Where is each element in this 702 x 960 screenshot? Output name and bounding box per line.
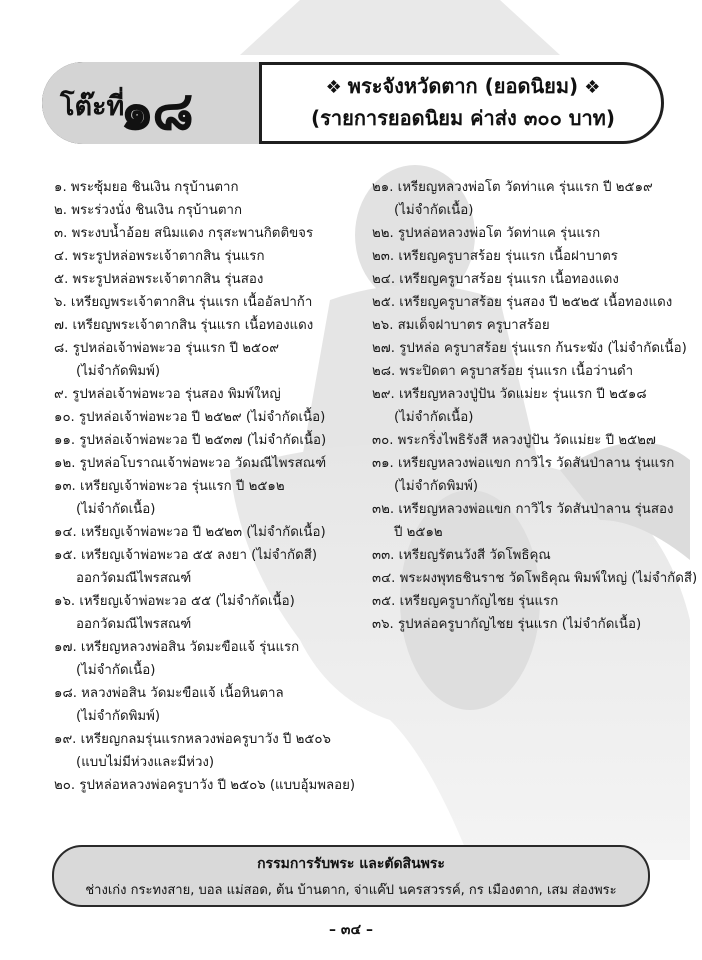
category-title-text: พระจังหวัดตาก (ยอดนิยม) (347, 74, 579, 98)
table-label: โต๊ะที่ (60, 91, 125, 122)
list-item: ๒๘. พระปิดตา ครูบาสร้อย รุ่นแรก เนื้อว่านดำ (372, 364, 634, 379)
list-item: ๒๗. รูปหล่อ ครูบาสร้อย รุ่นแรก ก้นระฆัง (ไม่จำกัดเนื้อ) (372, 341, 687, 356)
list-item: ๓๐. พระกริ่งไพธิรังสี หลวงปู่ปัน วัดแม่ยะ ปี ๒๕๒๗ (372, 433, 656, 448)
list-item: ๑๒. รูปหล่อโบราณเจ้าพ่อพะวอ วัดมณีไพรสณฑ์ (54, 456, 327, 471)
amulet-list-left (54, 176, 384, 797)
list-item: ๓๔. พระผงพุทธชินราช วัดโพธิคุณ พิมพ์ใหญ่ (ไม่จำกัดสี) (372, 571, 698, 586)
list-item: ๒๕. เหรียญครูบาสร้อย รุ่นสอง ปี ๒๕๒๕ เนื้อทองแดง (372, 295, 673, 310)
list-item: ๕. พระรูปหล่อพระเจ้าตากสิน รุ่นสอง (54, 272, 264, 287)
list-item: ๔. พระรูปหล่อพระเจ้าตากสิน รุ่นแรก (54, 249, 265, 264)
table-number: ๑๘ (120, 78, 192, 142)
committee-box (52, 845, 650, 907)
list-item: ๒๙. เหรียญหลวงปู่ปัน วัดแม่ยะ รุ่นแรก ปี ๒๕๑๘ (ไม่จำกัดเนื้อ) (372, 387, 647, 425)
list-item: ๓๖. รูปหล่อครูบากัญไชย รุ่นแรก (ไม่จำกัดเนื้อ) (372, 617, 642, 632)
list-item: ๘. รูปหล่อเจ้าพ่อพะวอ รุ่นแรก ปี ๒๕๐๙ (ไม่จำกัดพิมพ์) (54, 341, 279, 379)
amulet-list-right (372, 176, 698, 636)
list-item: ๑. พระซุ้มยอ ชินเงิน กรุบ้านตาก (54, 180, 239, 195)
list-item: ๒๖. สมเด็จฝาบาตร ครูบาสร้อย (372, 318, 550, 333)
list-item: ๓๒. เหรียญหลวงพ่อแขก กาวิไร วัดสันป่าลาน รุ่นสอง ปี ๒๕๑๒ (372, 502, 674, 540)
list-item: ๑๘. หลวงพ่อสิน วัดมะขือแจ้ เนื้อหินตาล (ไม่จำกัดพิมพ์) (54, 686, 284, 724)
list-item: ๑๐. รูปหล่อเจ้าพ่อพะวอ ปี ๒๕๒๙ (ไม่จำกัดเนื้อ) (54, 410, 326, 425)
list-item: ๒๑. เหรียญหลวงพ่อโต วัดท่าแค รุ่นแรก ปี ๒๕๑๙ (ไม่จำกัดเนื้อ) (372, 180, 653, 218)
page-number: – ๓๔ – (329, 922, 373, 938)
list-item: ๑๙. เหรียญกลมรุ่นแรกหลวงพ่อครูบาวัง ปี ๒๕๐๖ (แบบไม่มีห่วงและมีห่วง) (54, 732, 331, 770)
list-item: ๓. พระงบน้ำอ้อย สนิมแดง กรุสะพานกิตติขจร (54, 226, 314, 241)
table-header (0, 62, 702, 157)
list-item: ๑๔. เหรียญเจ้าพ่อพะวอ ปี ๒๕๒๓ (ไม่จำกัดเนื้อ) (54, 525, 326, 540)
list-item: ๒. พระร่วงนั่ง ชินเงิน กรุบ้านตาก (54, 203, 243, 218)
list-item: ๗. เหรียญพระเจ้าตากสิน รุ่นแรก เนื้อทองแดง (54, 318, 314, 333)
committee-names: ช่างเก่ง กระทงสาย, บอล แม่สอด, ต้น บ้านตาก, จ่าแค๊ป นครสวรรค์, กร เมืองตาก, เสม ส่องพระ (85, 883, 617, 898)
list-item: ๖. เหรียญพระเจ้าตากสิน รุ่นแรก เนื้ออัลปาก้า (54, 295, 313, 310)
ornament-icon: ❖ (584, 77, 601, 98)
ornament-icon: ❖ (325, 77, 342, 98)
category-subtitle: (รายการยอดนิยม ค่าส่ง ๓๐๐ บาท) (310, 106, 615, 130)
list-item: ๓๓. เหรียญรัตนวังสี วัดโพธิคุณ (372, 548, 551, 563)
list-item: ๒๓. เหรียญครูบาสร้อย รุ่นแรก เนื้อฝาบาตร (372, 249, 618, 264)
list-item: ๒๐. รูปหล่อหลวงพ่อครูบาวัง ปี ๒๕๐๖ (แบบอุ้มพลอย) (54, 778, 356, 793)
list-item: ๒๔. เหรียญครูบาสร้อย รุ่นแรก เนื้อทองแดง (372, 272, 619, 287)
list-item: ๒๒. รูปหล่อหลวงพ่อโต วัดท่าแค รุ่นแรก (372, 226, 601, 241)
list-item: ๑๖. เหรียญเจ้าพ่อพะวอ ๕๕ (ไม่จำกัดเนื้อ) ออกวัดมณีไพรสณฑ์ (54, 594, 295, 632)
list-item: ๙. รูปหล่อเจ้าพ่อพะวอ รุ่นสอง พิมพ์ใหญ่ (54, 387, 281, 402)
committee-title: กรรมการรับพระ และตัดสินพระ (257, 856, 445, 872)
list-item: ๑๗. เหรียญหลวงพ่อสิน วัดมะขือแจ้ รุ่นแรก (ไม่จำกัดเนื้อ) (54, 640, 300, 678)
list-item: ๓๕. เหรียญครูบากัญไชย รุ่นแรก (372, 594, 559, 609)
category-title (262, 70, 664, 102)
list-item: ๑๕. เหรียญเจ้าพ่อพะวอ ๕๕ ลงยา (ไม่จำกัดสี) ออกวัดมณีไพรสณฑ์ (54, 548, 318, 586)
list-item: ๑๑. รูปหล่อเจ้าพ่อพะวอ ปี ๒๕๓๗ (ไม่จำกัดเนื้อ) (54, 433, 327, 448)
list-item: ๑๓. เหรียญเจ้าพ่อพะวอ รุ่นแรก ปี ๒๕๑๒ (ไม่จำกัดเนื้อ) (54, 479, 285, 517)
list-item: ๓๑. เหรียญหลวงพ่อแขก กาวิไร วัดสันป่าลาน รุ่นแรก (ไม่จำกัดพิมพ์) (372, 456, 675, 494)
